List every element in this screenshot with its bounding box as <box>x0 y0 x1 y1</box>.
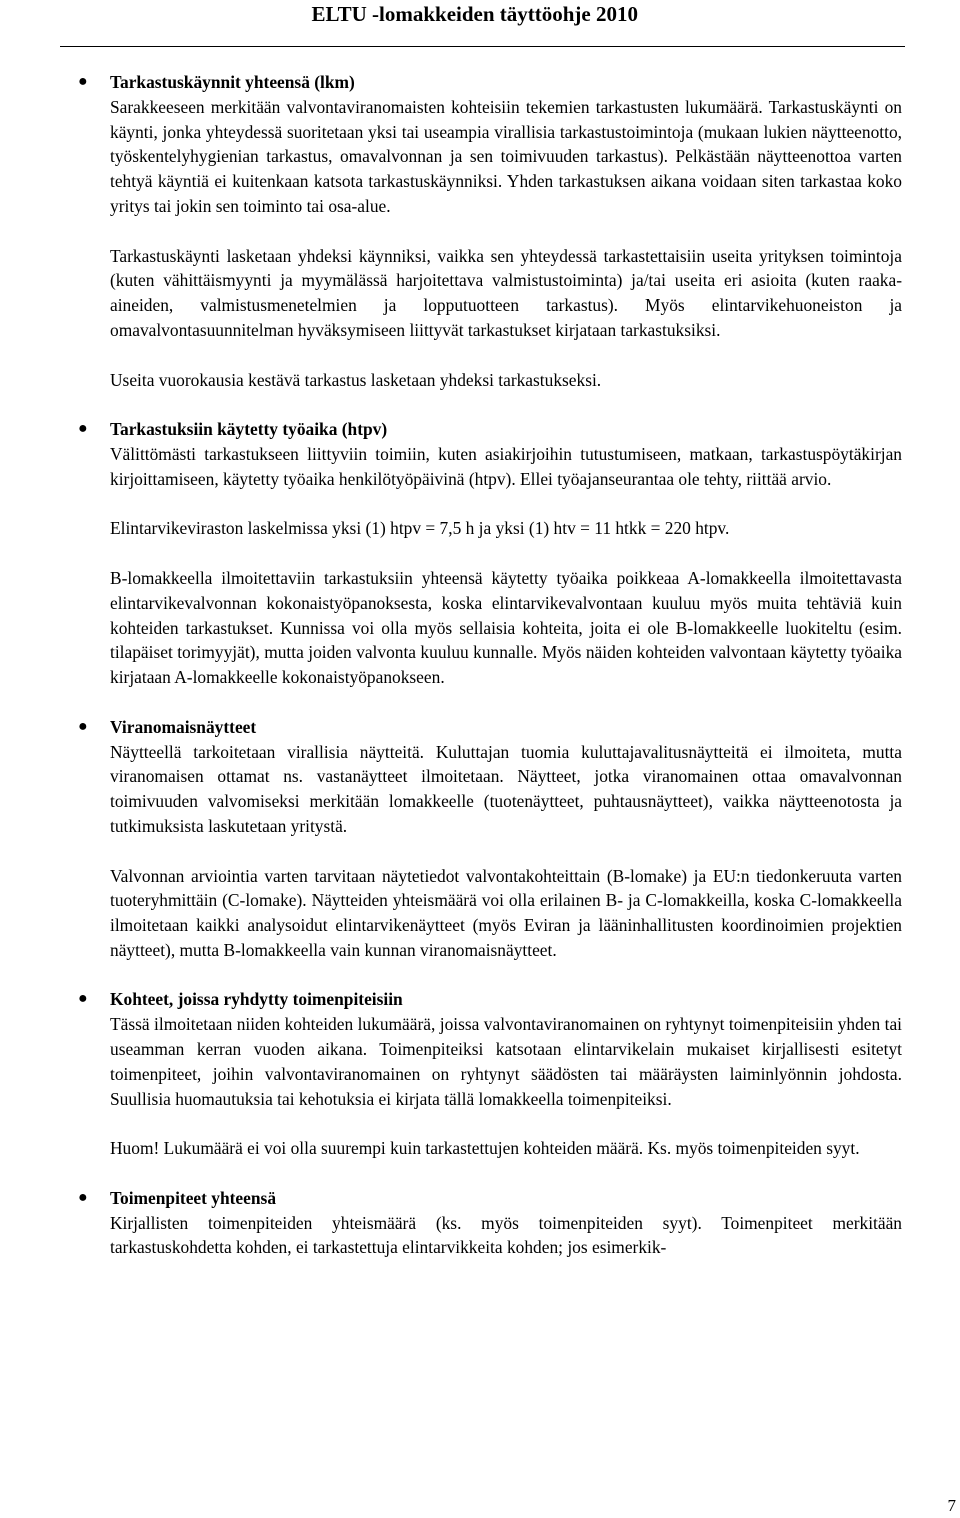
section-paragraph: Tarkastuskäynti lasketaan yhdeksi käynniksi, vaikka sen yhteydessä tarkastettaisiin useita yrityksen toimintoja (kuten vähittäismyynti ja myymälässä harjoitettava valmistustoiminta) ja/tai useita eri asioita (kuten raaka-aineiden, valmistusmenetelmien ja lopputuotteen tarkastus). Myös elintarvikehuoneiston ja omavalvontasuunnitelman hyväksymiseen liittyvät tarkastukset kirjataan tarkastuksiksi. <box>110 245 902 340</box>
section-inspection-visits <box>78 70 902 392</box>
section-measures-total <box>78 1186 902 1260</box>
section-paragraph: Tässä ilmoitetaan niiden kohteiden lukumäärä, joissa valvontaviranomainen on ryhtynyt toimenpiteisiin yhden tai useamman kerran vuoden aikana. Toimenpiteiksi katsotaan elintarvikelain mukaiset kirjallisesti esitetyt toimenpiteet, joihin valvontaviranomainen on ryhtynyt säädösten tai määräysten laiminlyönnin johdosta. Suullisia huomautuksia tai kehotuksia ei kirjata tällä lomakkeella toimenpiteiksi. <box>110 1014 902 1109</box>
section-authority-samples <box>78 715 902 963</box>
section-paragraph: Huom! Lukumäärä ei voi olla suurempi kuin tarkastettujen kohteiden määrä. Ks. myös toimenpiteiden syyt. <box>110 1138 860 1159</box>
page-number: 7 <box>947 1496 956 1515</box>
section-paragraph: Välittömästi tarkastukseen liittyviin toimiin, kuten asiakirjoihin tutustumiseen, matkaan, tarkastuspöytäkirjan kirjoittamiseen, käytetty työaika henkilötyöpäivinä (htpv). Ellei työajanseurantaa ole tehty, riittää arvio. <box>110 443 902 489</box>
document-body <box>78 70 902 1285</box>
section-title: Tarkastuksiin käytetty työaika (htpv) <box>110 419 388 440</box>
bullet-icon: ● <box>78 717 88 735</box>
section-title: Viranomaisnäytteet <box>110 716 257 737</box>
section-paragraph: B-lomakkeella ilmoitettaviin tarkastuksiin yhteensä käytetty työaika poikkeaa A-lomakkeella ilmoitettavasta elintarvikevalvonnan kokonaistyöpanoksesta, koska elintarvikevalvontaan kuuluu myös muita tehtäviä kuin kohteiden tarkastukset. Kunnissa voi olla myös sellaisia kohteita, joita ei ole B-lomakkeelle luokiteltu (esim. tilapäiset torimyyjät), mutta joiden valvonta kuuluu kunnalle. Myös näiden kohteiden valvontaan käytetty työaika kirjataan A-lomakkeelle kokonaistyöpanokseen. <box>110 567 902 688</box>
bullet-icon: ● <box>78 420 88 438</box>
section-paragraph: Useita vuorokausia kestävä tarkastus lasketaan yhdeksi tarkastukseksi. <box>110 369 602 390</box>
section-measures-targets <box>78 987 902 1161</box>
header-divider <box>60 46 905 47</box>
section-paragraph: Näytteellä tarkoitetaan virallisia näytteitä. Kuluttajan tuomia kuluttajavalitusnäytteitä ei ilmoiteta, mutta viranomaisen ottamat ns. vastanäytteet ilmoitetaan. Näytteet, jotka viranomainen ottaa omavalvonnan toimivuuden valvomiseksi merkitään lomakkeelle (tuotenäytteet, puhtausnäytteet), vaikka näytteenotosta ja tutkimuksista laskutetaan yritystä. <box>110 741 902 836</box>
section-working-time <box>78 417 902 690</box>
document-header-title: ELTU -lomakkeiden täyttöohje 2010 <box>311 2 638 26</box>
section-title: Kohteet, joissa ryhdytty toimenpiteisiin <box>110 989 403 1010</box>
bullet-icon: ● <box>78 1188 88 1206</box>
section-title: Toimenpiteet yhteensä <box>110 1187 277 1208</box>
section-title: Tarkastuskäynnit yhteensä (lkm) <box>110 72 355 92</box>
section-paragraph: Valvonnan arviointia varten tarvitaan näytetiedot valvontakohteittain (B-lomake) ja EU:n tiedonkeruuta varten tuoteryhmittäin (C-lomake). Näytteiden yhteismäärä voi olla erilainen B- ja C-lomakkeilla, koska C-lomakkeella ilmoitetaan kaikki analysoidut elintarvikenäytteet (myös Eviran ja lääninhallitusten koordinoimien projektien näytteet), mutta B-lomakkeella vain kunnan viranomaisnäytteet. <box>110 865 902 960</box>
section-paragraph: Sarakkeeseen merkitään valvontaviranomaisten kohteisiin tekemien tarkastusten lukumäärä. Tarkastuskäynti on käynti, jonka yhteydessä suoritetaan yksi tai useampia virallisia tarkastustoimintoja (mukaan lukien näytteenotto, työskentelyhygienian tarkastus, omavalvonnan ja sen toimivuuden tarkastus). Pelkästään näytteenottoa varten tehtyä käyntiä ei kuitenkaan katsota tarkastuskäynniksi. Yhden tarkastuksen aikana voidaan siten tarkastaa koko yritys tai jokin sen toiminto tai osa-alue. <box>110 96 902 216</box>
section-paragraph: Elintarvikeviraston laskelmissa yksi (1) htpv = 7,5 h ja yksi (1) htv = 11 htkk = 220 htpv. <box>110 518 730 539</box>
section-paragraph: Kirjallisten toimenpiteiden yhteismäärä (ks. myös toimenpiteiden syyt). Toimenpiteet merkitään tarkastuskohdetta kohden, ei tarkastettuja elintarvikkeita kohden; jos esimerkik- <box>110 1212 902 1258</box>
bullet-icon: ● <box>78 990 88 1008</box>
bullet-icon: ● <box>78 73 88 90</box>
